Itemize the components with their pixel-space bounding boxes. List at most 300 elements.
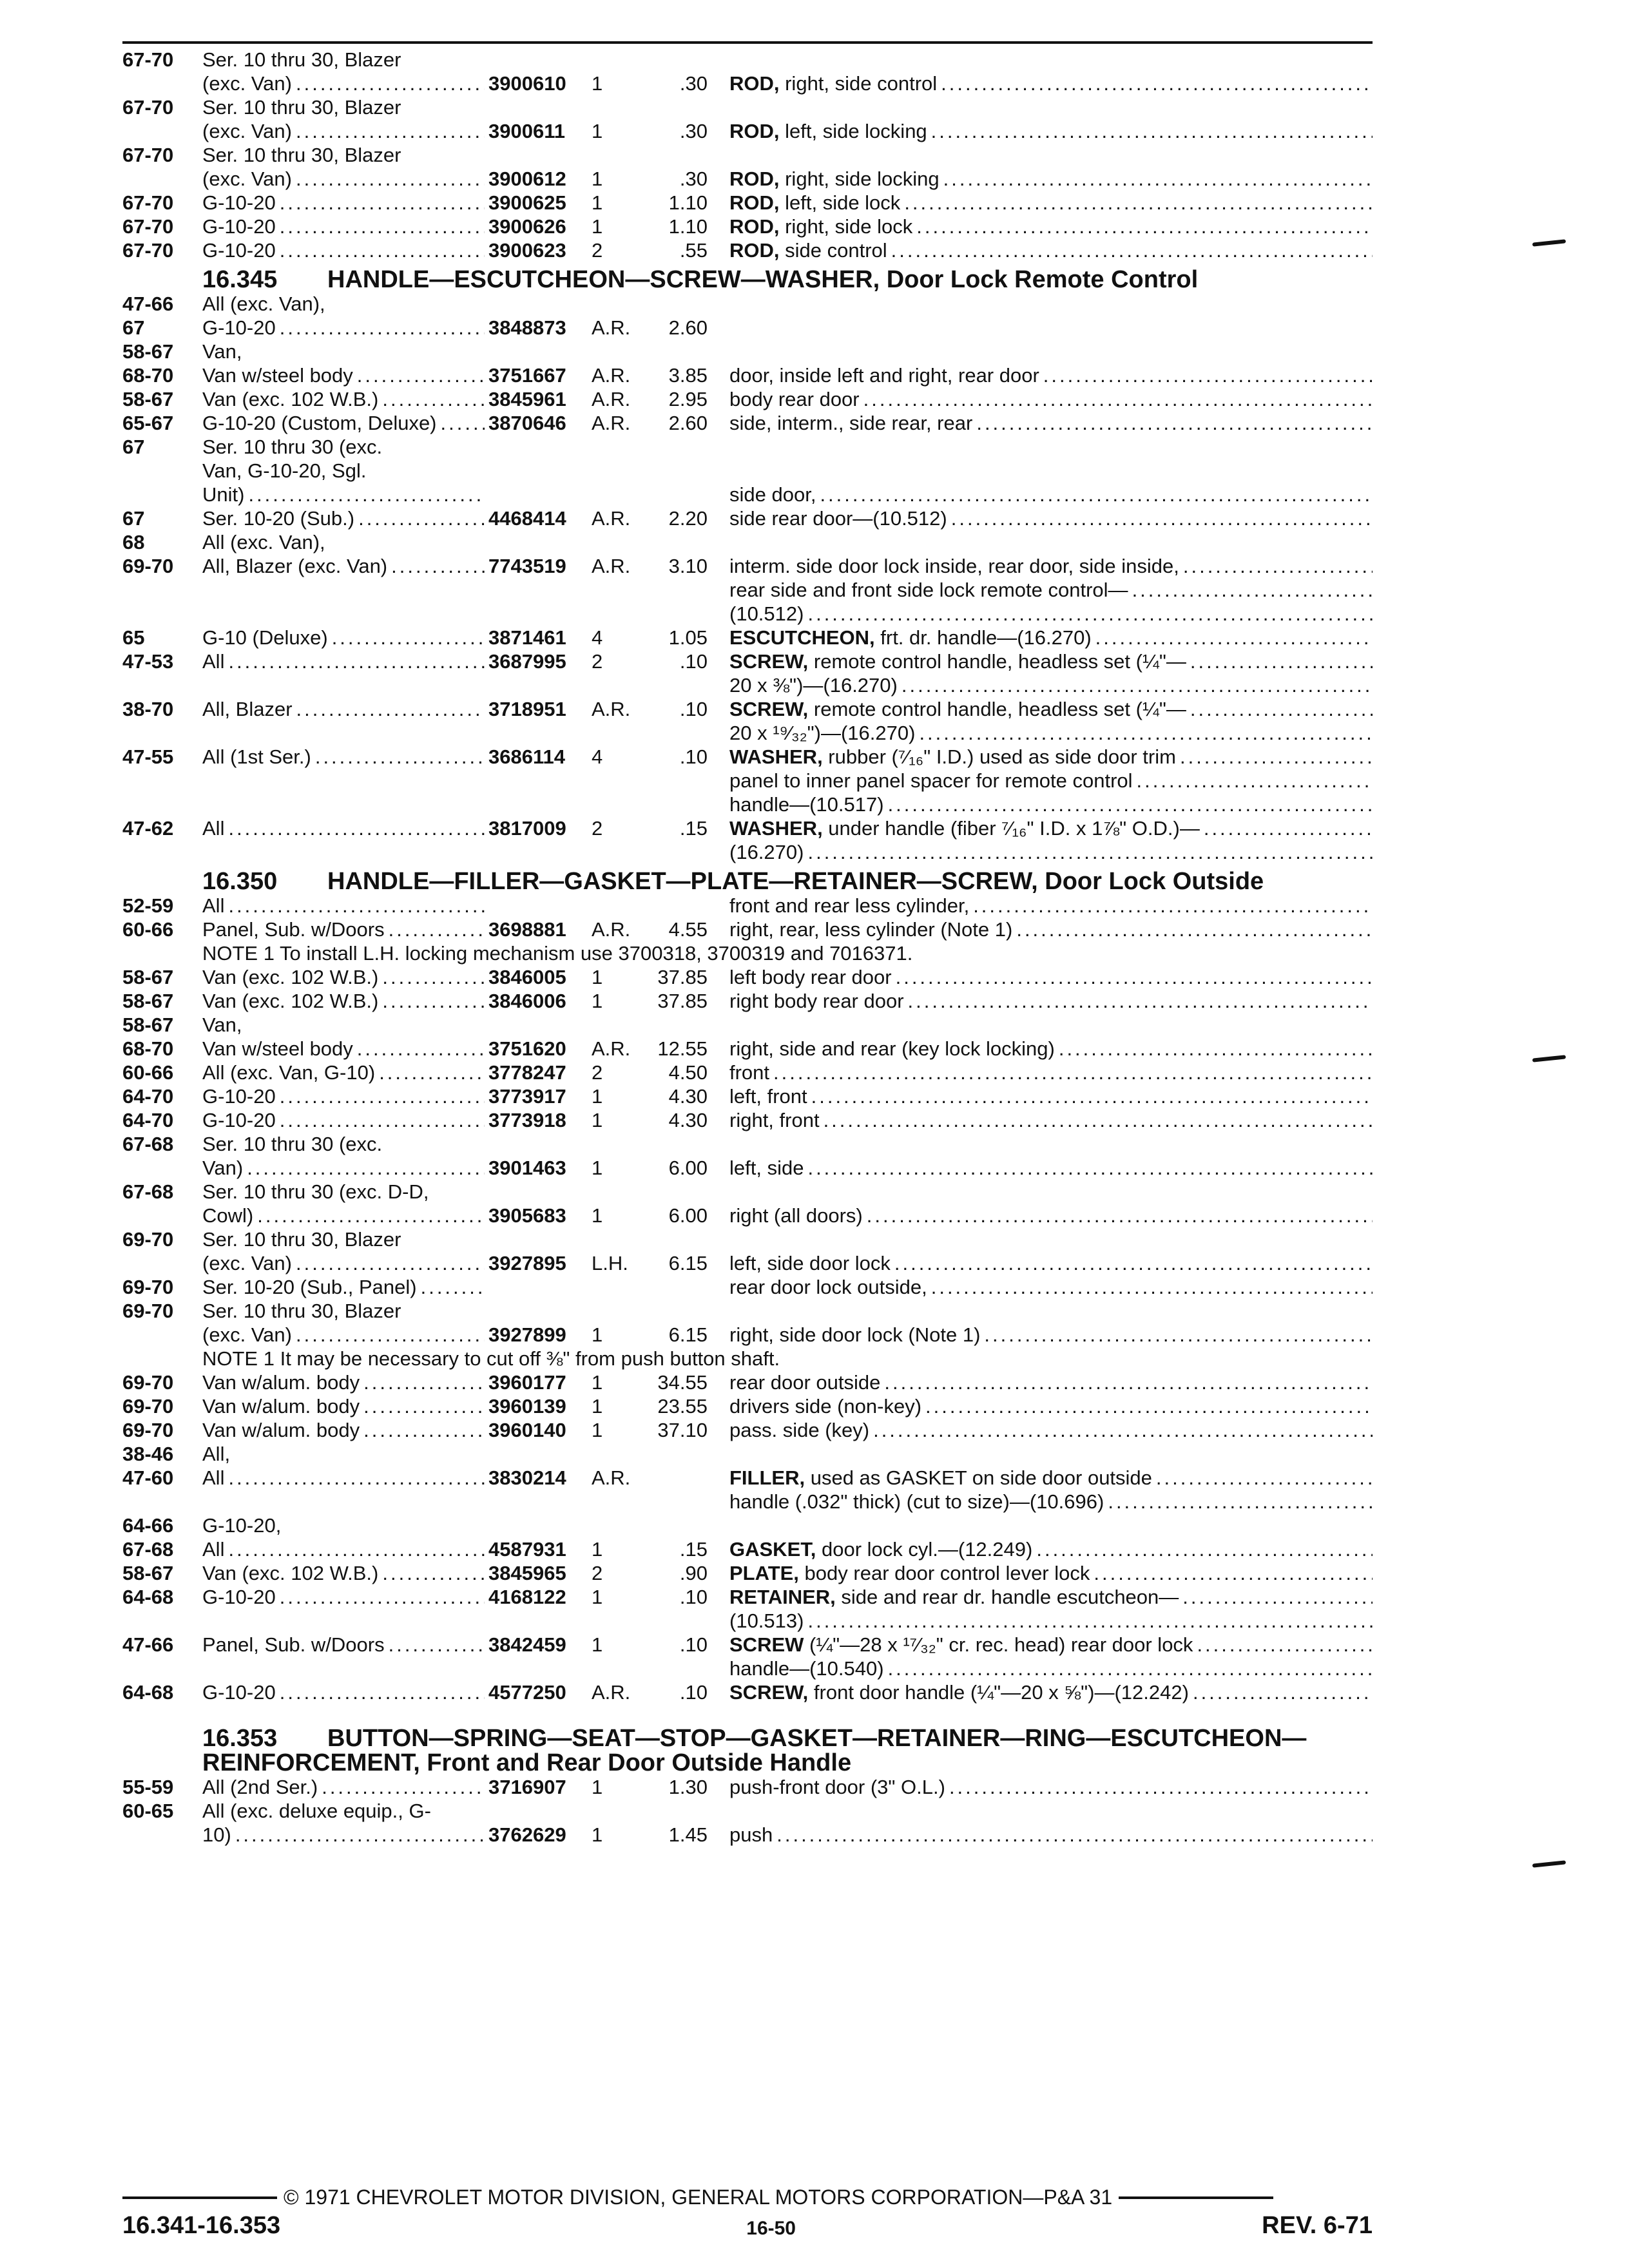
part-name: SCREW	[729, 1633, 804, 1656]
application	[202, 48, 488, 72]
application	[202, 816, 488, 840]
description-detail: (10.513)	[729, 1610, 804, 1632]
leader-dots	[1016, 918, 1373, 941]
model-years: 67-70	[122, 48, 174, 71]
description	[729, 1370, 1373, 1394]
price: .90	[679, 1562, 708, 1584]
table-row	[122, 1180, 1373, 1204]
description	[729, 215, 1373, 238]
model-years: 69-70	[122, 1419, 174, 1441]
quantity: 2	[592, 817, 603, 840]
table-row	[122, 649, 1373, 673]
leader-dots	[919, 721, 1373, 745]
description	[729, 1585, 1373, 1609]
part-number: 4577250	[488, 1681, 566, 1704]
model-years: 65-67	[122, 412, 174, 434]
model-years: 58-67	[122, 990, 174, 1012]
leader-dots	[247, 1156, 485, 1180]
description-detail: handle—(10.540)	[729, 1657, 884, 1680]
description-detail: rubber (⁷⁄₁₆" I.D.) used as side door trim	[822, 745, 1176, 768]
description-text	[729, 506, 947, 530]
price: .55	[679, 239, 708, 262]
leader-dots	[807, 840, 1373, 864]
model-years: 67	[122, 507, 145, 530]
table-row	[122, 745, 1373, 769]
table-row	[122, 1799, 1373, 1823]
quantity: 1	[592, 1371, 603, 1394]
leader-dots	[1036, 1537, 1373, 1561]
application-text: Ser. 10 thru 30, Blazer	[202, 1300, 401, 1322]
part-number: 3848873	[488, 316, 566, 339]
price: 6.00	[668, 1157, 708, 1179]
description-text	[729, 1585, 1179, 1609]
table-row	[122, 578, 1373, 602]
part-name: ROD,	[729, 120, 780, 142]
part-number: 3751667	[488, 364, 566, 387]
application-text: Van (exc. 102 W.B.)	[202, 1562, 379, 1584]
leader-dots	[363, 1370, 485, 1394]
description-text	[729, 649, 1186, 673]
application	[202, 1251, 488, 1275]
description-detail: pass. side (key)	[729, 1419, 870, 1441]
leader-dots	[280, 191, 485, 215]
description-text	[729, 363, 1039, 387]
application	[202, 1061, 488, 1084]
section-range: 16.341-16.353	[122, 2212, 281, 2239]
description	[729, 1561, 1373, 1585]
table-row	[122, 340, 1373, 363]
leader-dots	[776, 1823, 1373, 1847]
description-detail: right (all doors)	[729, 1204, 863, 1227]
leader-dots	[296, 167, 485, 191]
leader-dots	[1182, 1585, 1373, 1609]
application	[202, 215, 488, 238]
price: 34.55	[657, 1371, 708, 1394]
application	[202, 316, 488, 340]
part-number: 3751620	[488, 1037, 566, 1060]
leader-dots	[248, 483, 485, 506]
part-number: 3762629	[488, 1823, 566, 1846]
description	[729, 673, 1373, 697]
application	[202, 1394, 488, 1418]
application-text: All (exc. Van),	[202, 293, 325, 315]
description-text	[729, 167, 940, 191]
leader-dots	[904, 191, 1373, 215]
price: 1.30	[668, 1776, 708, 1798]
model-years: 68	[122, 531, 145, 553]
application-text: Unit)	[202, 483, 245, 506]
application	[202, 435, 488, 459]
part-number: 3817009	[488, 817, 566, 840]
price: 1.45	[668, 1823, 708, 1846]
model-years: 60-66	[122, 1061, 174, 1084]
leader-dots	[296, 119, 485, 143]
leader-dots	[925, 1394, 1373, 1418]
table-row	[122, 840, 1373, 864]
application	[202, 95, 488, 119]
quantity: A.R.	[592, 1681, 631, 1704]
table-row	[122, 316, 1373, 340]
application-text: G-10-20	[202, 215, 276, 238]
application	[202, 745, 488, 769]
quantity: A.R.	[592, 1037, 631, 1060]
description-text	[729, 1108, 820, 1132]
table-row	[122, 1561, 1373, 1585]
description-text	[729, 793, 884, 816]
description-text	[729, 1657, 884, 1680]
part-number: 3900612	[488, 168, 566, 190]
description	[729, 483, 1373, 506]
description-text	[729, 1633, 1193, 1657]
leader-dots	[1095, 626, 1373, 649]
quantity: 1	[592, 1323, 603, 1346]
table-row	[122, 191, 1373, 215]
part-number: 3900625	[488, 191, 566, 214]
table-row	[122, 1442, 1373, 1466]
table-row	[122, 918, 1373, 941]
top-rule	[122, 41, 1373, 44]
price: 12.55	[657, 1037, 708, 1060]
leader-dots	[382, 989, 485, 1013]
price: 2.20	[668, 507, 708, 530]
part-number: 3871461	[488, 626, 566, 649]
leader-dots	[1137, 769, 1373, 793]
application	[202, 1275, 488, 1299]
application	[202, 1442, 488, 1466]
parts-list	[122, 48, 1373, 1847]
leader-dots	[379, 1061, 485, 1084]
leader-dots	[908, 989, 1373, 1013]
description-detail: rear door lock outside,	[729, 1276, 927, 1298]
application-text: G-10-20	[202, 316, 276, 339]
application-text: All	[202, 817, 225, 840]
description-text	[729, 1561, 1090, 1585]
description	[729, 1537, 1373, 1561]
model-years: 67-70	[122, 191, 174, 214]
leader-dots	[228, 894, 485, 918]
application-text: Cowl)	[202, 1204, 254, 1227]
application-text: (exc. Van)	[202, 72, 292, 95]
application-text: Van w/alum. body	[202, 1371, 360, 1394]
part-number: 3927895	[488, 1252, 566, 1274]
description-text	[729, 840, 804, 864]
table-row	[122, 894, 1373, 918]
model-years: 69-70	[122, 1300, 174, 1322]
leader-dots	[973, 894, 1373, 918]
application-text: Ser. 10 thru 30, Blazer	[202, 48, 401, 71]
price: 4.30	[668, 1085, 708, 1108]
application-text: Van, G-10-20, Sgl.	[202, 459, 367, 482]
leader-dots	[441, 411, 485, 435]
price: 1.10	[668, 191, 708, 214]
description-text	[729, 72, 937, 95]
application	[202, 411, 488, 435]
quantity: A.R.	[592, 555, 631, 577]
quantity: A.R.	[592, 1466, 631, 1489]
quantity: 1	[592, 191, 603, 214]
application	[202, 918, 488, 941]
description-detail: door, inside left and right, rear door	[729, 364, 1039, 387]
page-footer	[122, 2186, 1373, 2240]
application	[202, 649, 488, 673]
table-row	[122, 1633, 1373, 1657]
part-name: ROD,	[729, 191, 780, 214]
leader-dots	[296, 697, 485, 721]
description	[729, 191, 1373, 215]
section-number: 16.345	[202, 266, 278, 293]
table-row	[122, 119, 1373, 143]
leader-dots	[1204, 816, 1373, 840]
leader-dots	[228, 1466, 485, 1490]
part-number: 4587931	[488, 1538, 566, 1561]
table-row	[122, 1037, 1373, 1061]
price: .10	[679, 650, 708, 673]
application	[202, 238, 488, 262]
application-text: (exc. Van)	[202, 1323, 292, 1346]
model-years: 47-55	[122, 745, 174, 768]
leader-dots	[296, 72, 485, 95]
description-text	[729, 1084, 807, 1108]
model-years: 64-70	[122, 1109, 174, 1131]
leader-dots	[863, 387, 1373, 411]
table-row	[122, 602, 1373, 626]
part-number: 3773917	[488, 1085, 566, 1108]
application	[202, 1823, 488, 1847]
application	[202, 119, 488, 143]
leader-dots	[389, 918, 485, 941]
part-name: RETAINER,	[729, 1586, 836, 1608]
leader-dots	[951, 506, 1373, 530]
description-detail: left, side	[729, 1157, 804, 1179]
application-text: All	[202, 894, 225, 917]
table-row	[122, 554, 1373, 578]
leader-dots	[421, 1275, 485, 1299]
application	[202, 483, 488, 506]
description	[729, 989, 1373, 1013]
leader-dots	[357, 1037, 485, 1061]
quantity: 4	[592, 745, 603, 768]
description	[729, 1275, 1373, 1299]
description-text	[729, 602, 804, 626]
application	[202, 143, 488, 167]
application-text: G-10-20	[202, 1109, 276, 1131]
section-heading	[122, 869, 1373, 894]
table-row	[122, 363, 1373, 387]
quantity: A.R.	[592, 388, 631, 410]
leader-dots	[391, 554, 485, 578]
description-detail: 20 x ¹⁹⁄₃₂")—(16.270)	[729, 722, 916, 744]
quantity: 1	[592, 1109, 603, 1131]
description-text	[729, 1156, 804, 1180]
description-text	[729, 1251, 891, 1275]
description	[729, 1394, 1373, 1418]
application	[202, 340, 488, 363]
leader-dots	[1059, 1037, 1373, 1061]
application-text: G-10-20	[202, 239, 276, 262]
leader-dots	[894, 1251, 1373, 1275]
application-text: All	[202, 1538, 225, 1561]
description	[729, 697, 1373, 721]
description-text	[729, 1490, 1104, 1514]
table-row	[122, 1275, 1373, 1299]
quantity: 1	[592, 1586, 603, 1608]
description-detail: front door handle (¼"—20 x ⅝")—(12.242)	[808, 1681, 1189, 1704]
quantity: 1	[592, 1776, 603, 1798]
table-row	[122, 1084, 1373, 1108]
application-text: All (exc. deluxe equip., G-	[202, 1800, 431, 1822]
description-text	[729, 918, 1012, 941]
part-name: PLATE,	[729, 1562, 799, 1584]
leader-dots	[896, 965, 1373, 989]
description-text	[729, 1061, 769, 1084]
copyright-line	[122, 2186, 1373, 2209]
description-text	[729, 411, 972, 435]
leader-dots	[984, 1323, 1373, 1347]
part-number: 3901463	[488, 1157, 566, 1179]
part-number: 4168122	[488, 1586, 566, 1608]
application	[202, 387, 488, 411]
price: .10	[679, 1586, 708, 1608]
application-text: G-10-20 (Custom, Deluxe)	[202, 412, 437, 434]
margin-tick-mark	[1532, 239, 1566, 246]
description-detail: right, front	[729, 1109, 820, 1131]
description-detail: remote control handle, headless set (¼"—	[808, 650, 1186, 673]
model-years: 69-70	[122, 1228, 174, 1251]
leader-dots	[363, 1418, 485, 1442]
part-number: 3900623	[488, 239, 566, 262]
description-detail: remote control handle, headless set (¼"—	[808, 698, 1186, 720]
description	[729, 1775, 1373, 1799]
description-detail: left, front	[729, 1085, 807, 1108]
application	[202, 1633, 488, 1657]
table-row	[122, 72, 1373, 95]
description-detail: right, rear, less cylinder (Note 1)	[729, 918, 1013, 941]
model-years: 68-70	[122, 364, 174, 387]
description-detail: drivers side (non-key)	[729, 1395, 922, 1418]
application-text: G-10-20	[202, 1681, 276, 1704]
application-text: Panel, Sub. w/Doors	[202, 918, 385, 941]
model-years: 67	[122, 316, 145, 339]
revision: REV. 6-71	[1262, 2212, 1373, 2239]
application	[202, 1156, 488, 1180]
leader-dots	[901, 673, 1373, 697]
table-row	[122, 1418, 1373, 1442]
description	[729, 1037, 1373, 1061]
application-text: Ser. 10 thru 30, Blazer	[202, 96, 401, 119]
application-text: Ser. 10 thru 30 (exc. D-D,	[202, 1180, 429, 1203]
description	[729, 894, 1373, 918]
leader-dots	[1156, 1466, 1373, 1490]
description-detail: left, side locking	[779, 120, 927, 142]
table-row	[122, 1227, 1373, 1251]
leader-dots	[867, 1204, 1373, 1227]
application	[202, 1680, 488, 1704]
table-row	[122, 1204, 1373, 1227]
price: 1.10	[668, 215, 708, 238]
description-text	[729, 1370, 880, 1394]
table-row	[122, 793, 1373, 816]
price: 37.85	[657, 966, 708, 988]
description-text	[729, 1609, 804, 1633]
table-row	[122, 387, 1373, 411]
part-number: 3845965	[488, 1562, 566, 1584]
application	[202, 1084, 488, 1108]
price: .10	[679, 698, 708, 720]
description-text	[729, 989, 904, 1013]
description-text	[729, 191, 900, 215]
description-detail: (¼"—28 x ¹⁷⁄₃₂" cr. rec. head) rear door lock	[804, 1633, 1193, 1656]
application-text: Ser. 10 thru 30, Blazer	[202, 1228, 401, 1251]
model-years: 64-68	[122, 1681, 174, 1704]
application	[202, 1108, 488, 1132]
leader-dots	[257, 1204, 485, 1227]
application	[202, 989, 488, 1013]
part-number: 3716907	[488, 1776, 566, 1798]
table-row	[122, 1514, 1373, 1537]
model-years: 69-70	[122, 1395, 174, 1418]
quantity: A.R.	[592, 364, 631, 387]
leader-dots	[884, 1370, 1373, 1394]
description-detail: side rear door—(10.512)	[729, 507, 947, 530]
footer-rule-left	[122, 2196, 277, 2199]
part-number: 3927899	[488, 1323, 566, 1346]
leader-dots	[228, 649, 485, 673]
price: 6.00	[668, 1204, 708, 1227]
table-row	[122, 626, 1373, 649]
description-detail: side and rear dr. handle escutcheon—	[835, 1586, 1179, 1608]
description-detail: right, side door lock (Note 1)	[729, 1323, 981, 1346]
description-detail: panel to inner panel spacer for remote control	[729, 769, 1133, 792]
table-row	[122, 1680, 1373, 1704]
leader-dots	[1108, 1490, 1373, 1514]
application-text: (exc. Van)	[202, 1252, 292, 1274]
part-number: 3846005	[488, 966, 566, 988]
table-row	[122, 1013, 1373, 1037]
description-text	[729, 387, 860, 411]
application-text: All, Blazer	[202, 698, 293, 720]
application-text: Van (exc. 102 W.B.)	[202, 966, 379, 988]
description	[729, 1466, 1373, 1490]
description	[729, 793, 1373, 816]
leader-dots	[389, 1633, 485, 1657]
part-name: ROD,	[729, 215, 780, 238]
description-text	[729, 1537, 1032, 1561]
page-number: 16-50	[746, 2218, 796, 2239]
description	[729, 1204, 1373, 1227]
price: .30	[679, 72, 708, 95]
description	[729, 238, 1373, 262]
application	[202, 1561, 488, 1585]
application	[202, 72, 488, 95]
footer-rule-right	[1119, 2196, 1273, 2199]
section-title: BUTTON—SPRING—SEAT—STOP—GASKET—RETAINER—RING—ESCUTCHEON—REINFORCEMENT, Front and Rear Door Outside Handle	[202, 1725, 1307, 1776]
table-row	[122, 238, 1373, 262]
table-row	[122, 989, 1373, 1013]
application-text: Van (exc. 102 W.B.)	[202, 388, 379, 410]
part-number: 3718951	[488, 698, 566, 720]
model-years: 67-70	[122, 239, 174, 262]
table-row	[122, 697, 1373, 721]
leader-dots	[773, 1061, 1373, 1084]
description	[729, 1061, 1373, 1084]
description-text	[729, 721, 915, 745]
description-detail: left, side lock	[779, 191, 901, 214]
leader-dots	[888, 793, 1373, 816]
table-row	[122, 1490, 1373, 1514]
description	[729, 1823, 1373, 1847]
description	[729, 506, 1373, 530]
quantity: 1	[592, 215, 603, 238]
